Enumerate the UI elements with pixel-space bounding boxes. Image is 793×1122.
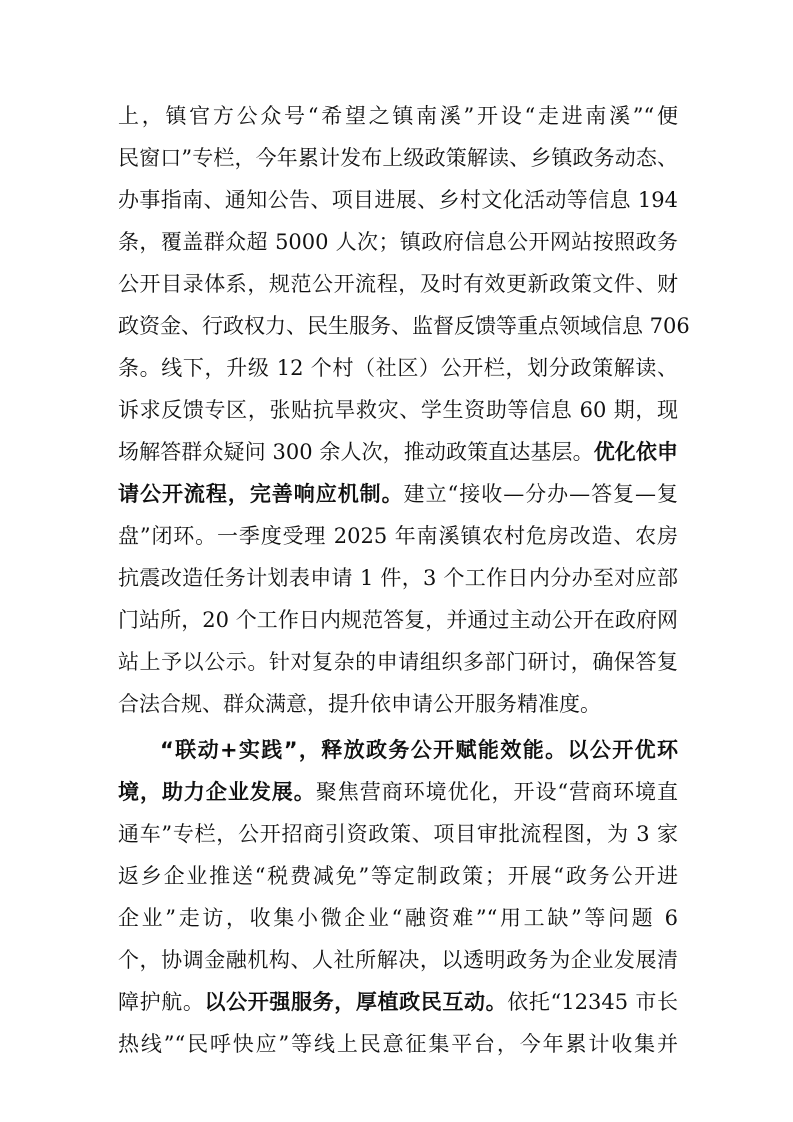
text-line-2: 民窗口”专栏，今年累计发布上级政策解读、乡镇政务动态、 — [118, 146, 678, 170]
text-line-3: 办事指南、通知公告、项目进展、乡村文化活动等信息 194 — [118, 188, 678, 212]
subheading-business-end: 境，助力企业发展。 — [118, 780, 316, 804]
text-line-8: 诉求反馈专区，张贴抗旱救灾、学生资助等信息 60 期，现 — [118, 398, 678, 422]
text-line-9 — [118, 432, 678, 472]
text-line-10 — [118, 474, 678, 514]
text-line-16 — [160, 730, 678, 770]
subheading-business-start: 以公开优环 — [567, 738, 678, 762]
text-line-19: 返乡企业推送“税费减免”等定制政策；开展“政务公开进 — [118, 864, 678, 888]
text-line-5: 公开目录体系，规范公开流程，及时有效更新政策文件、财 — [118, 272, 678, 296]
text-line-21: 个，协调金融机构、人社所解决，以透明政务为企业发展清 — [118, 948, 678, 972]
text-line-12: 抗震改造任务计划表申请 1 件，3 个工作日内分办至对应部 — [118, 566, 678, 590]
line-10-text: 建立“接收—分办—答复—复 — [403, 482, 678, 506]
text-line-11: 盘”闭环。一季度受理 2025 年南溪镇农村危房改造、农房 — [118, 524, 678, 548]
subheading-apply-disclosure-start: 优化依申 — [593, 440, 678, 464]
text-line-18: 通车”专栏，公开招商引资政策、项目审批流程图，为 3 家 — [118, 822, 678, 846]
text-line-17 — [118, 772, 678, 812]
text-line-15: 合法合规、群众满意，提升依申请公开服务精准度。 — [118, 692, 601, 716]
line-22-text: 障护航。 — [118, 990, 205, 1014]
text-line-13: 门站所，20 个工作日内规范答复，并通过主动公开在政府网 — [118, 608, 678, 632]
text-line-14: 站上予以公示。针对复杂的申请组织多部门研讨，确保答复 — [118, 650, 678, 674]
subheading-service: 以公开强服务，厚植政民互动。 — [204, 990, 508, 1014]
section-heading: “联动+实践”，释放政务公开赋能效能。 — [160, 738, 568, 762]
text-line-7: 条。线下，升级 12 个村（社区）公开栏，划分政策解读、 — [118, 356, 678, 380]
line-9-text: 场解答群众疑问 300 余人次，推动政策直达基层。 — [118, 440, 594, 464]
text-line-6: 政资金、行政权力、民生服务、监督反馈等重点领域信息 706 — [118, 314, 690, 338]
text-line-4: 条，覆盖群众超 5000 人次；镇政府信息公开网站按照政务 — [118, 230, 678, 254]
text-line-1: 上，镇官方公众号“希望之镇南溪”开设“走进南溪”“便 — [118, 104, 678, 128]
line-17-text: 聚焦营商环境优化，开设“营商环境直 — [315, 780, 679, 804]
text-line-23: 热线”“民呼快应”等线上民意征集平台，今年累计收集并 — [118, 1032, 678, 1056]
text-line-20: 企业”走访，收集小微企业“融资难”“用工缺”等问题 6 — [118, 906, 678, 930]
subheading-apply-disclosure-end: 请公开流程，完善响应机制。 — [118, 482, 404, 506]
text-line-22 — [118, 982, 678, 1022]
line-22-tail: 依托“12345 市长 — [507, 990, 679, 1014]
